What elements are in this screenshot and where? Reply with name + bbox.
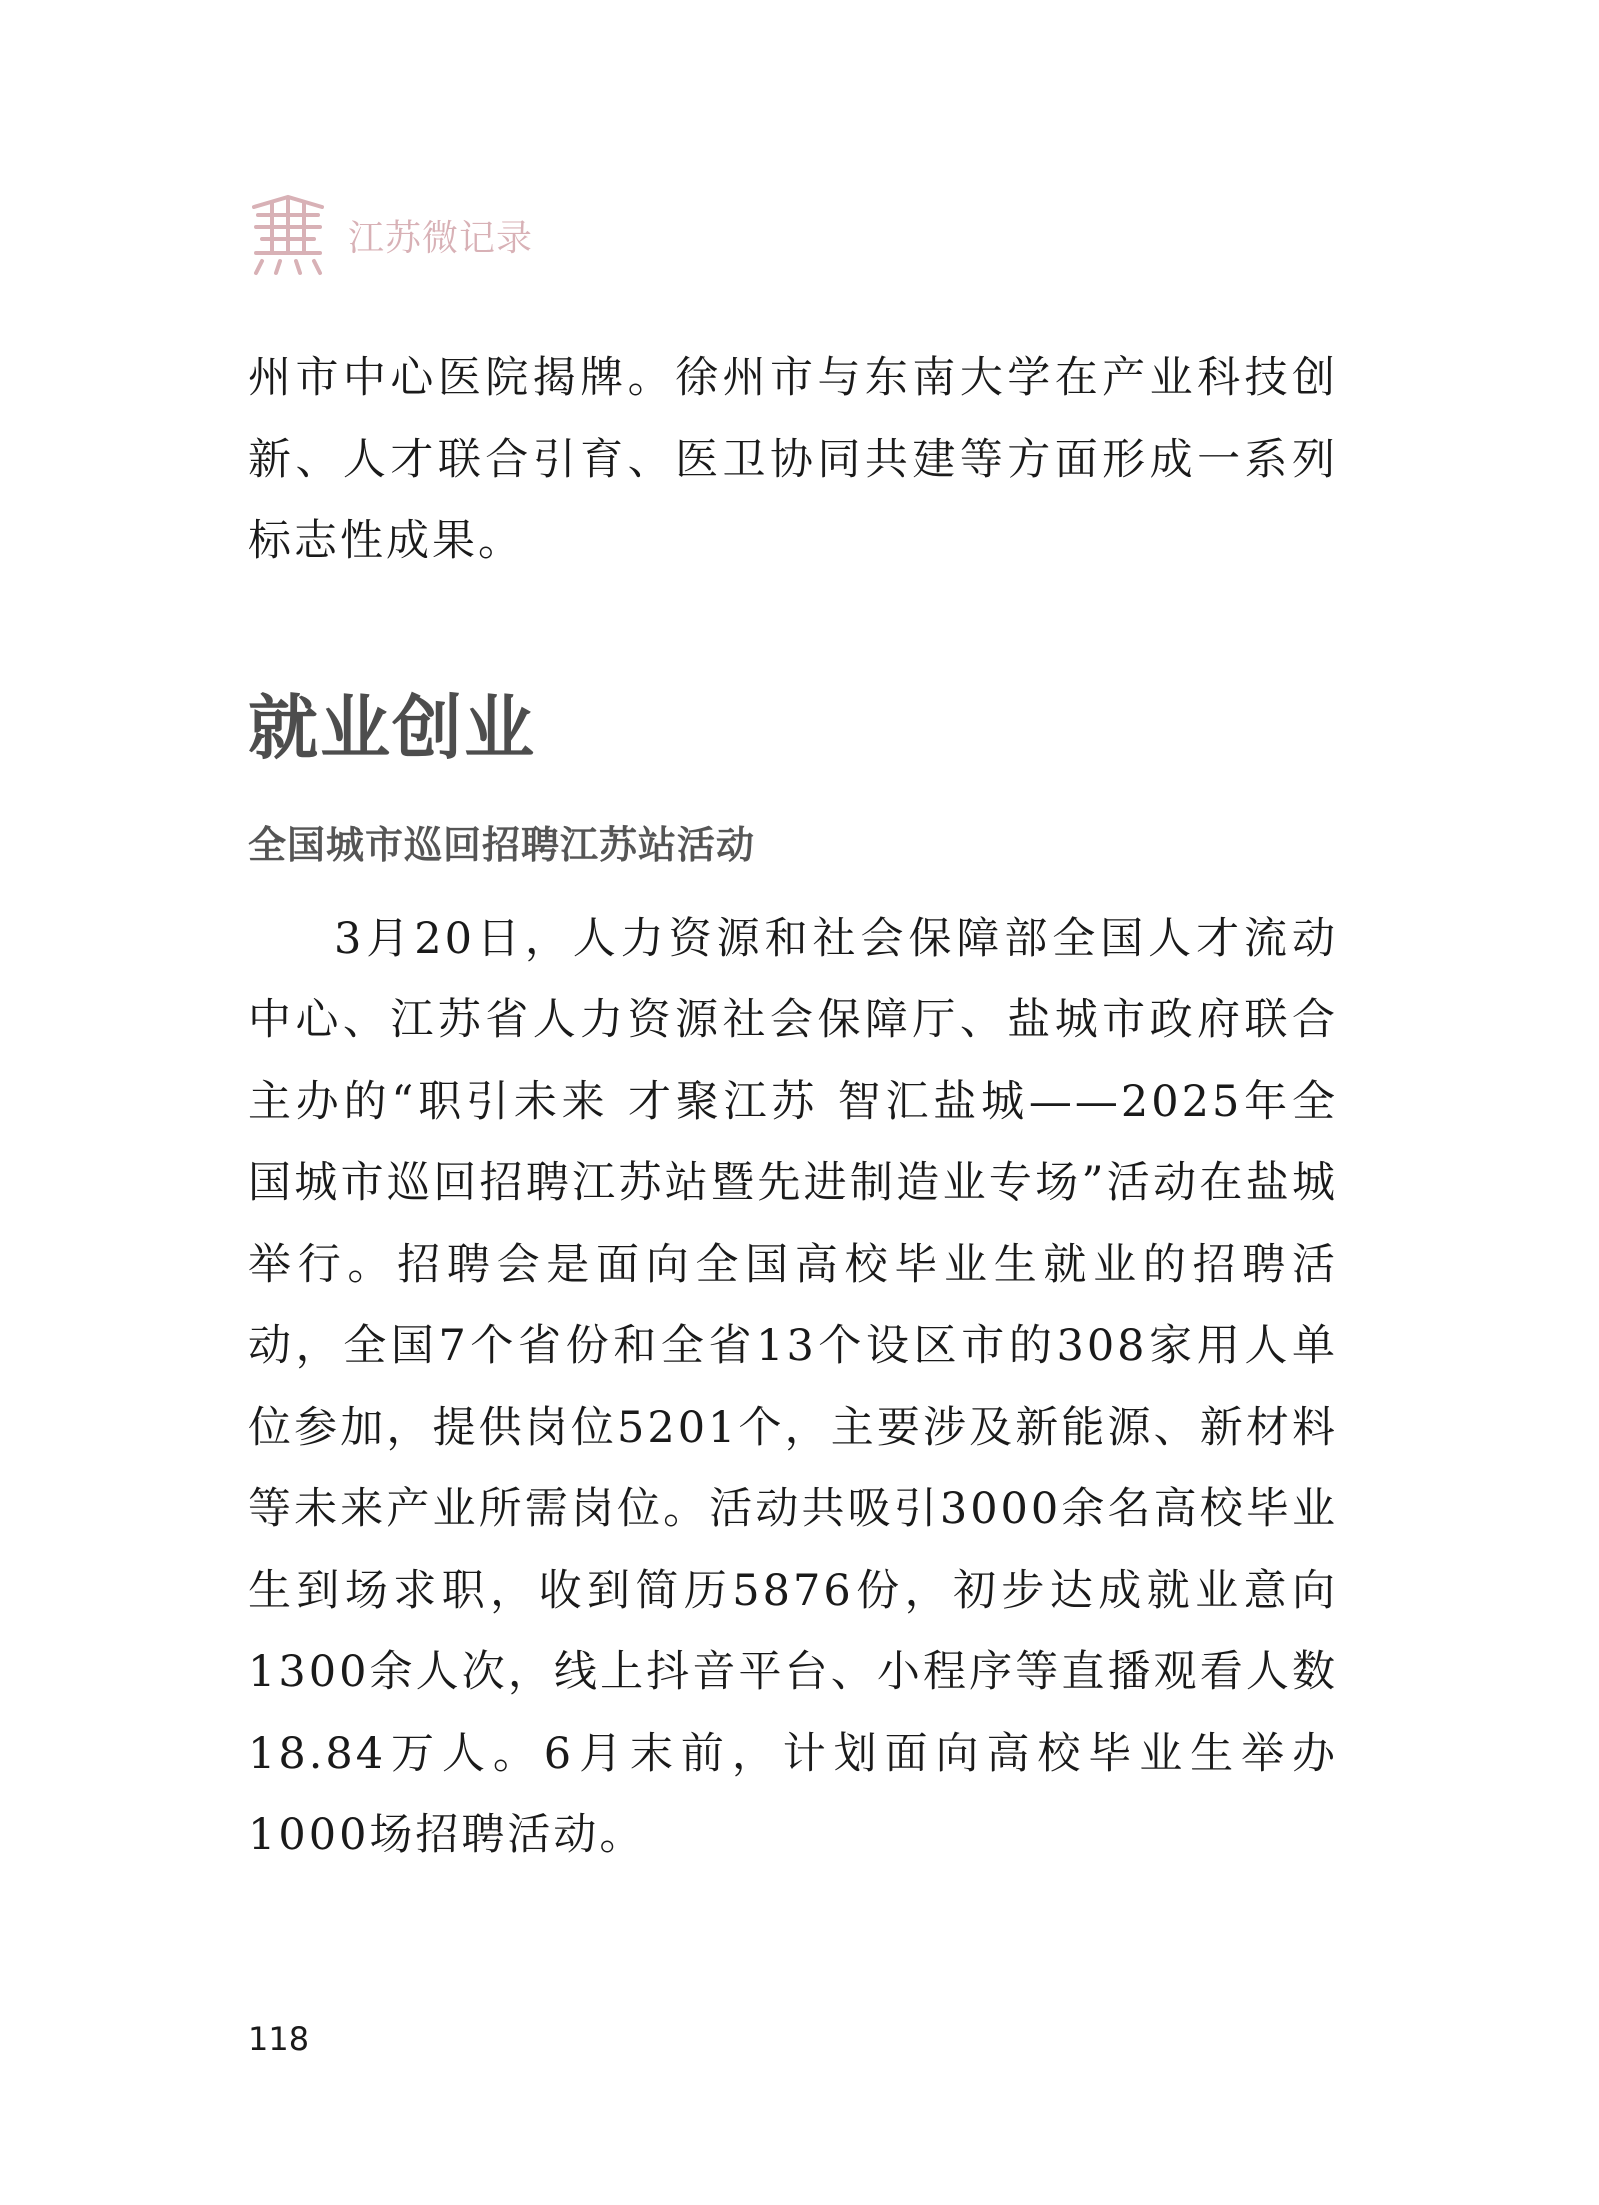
body-paragraph: 3月20日，人力资源和社会保障部全国人才流动中心、江苏省人力资源社会保障厅、盐城市政府联合主办的“职引未来 才聚江苏 智汇盐城——2025年全国城市巡回招聘江苏站暨先进制造业专场”活动在盐城举行。招聘会是面向全国高校毕业生就业的招聘活动，全国7个省份和全省13个设区市的308家用人单位参加，提供岗位5201个，主要涉及新能源、新材料等未来产业所需岗位。活动共吸引3000余名高校毕业生到场求职，收到简历5876份，初步达成就业意向1300余人次，线上抖音平台、小程序等直播观看人数18.84万人。6月末前，计划面向高校毕业生举办1000场招聘活动。 bbox=[248, 913, 1338, 1860]
running-header bbox=[248, 190, 533, 280]
swallow-pattern-icon bbox=[248, 193, 328, 277]
page-number: 118 bbox=[248, 2020, 310, 2058]
subsection-title: 全国城市巡回招聘江苏站活动 bbox=[248, 821, 756, 867]
page-content bbox=[248, 338, 1338, 1877]
header-title: 江苏微记录 bbox=[348, 217, 534, 259]
continued-paragraph: 州市中心医院揭牌。徐州市与东南大学在产业科技创新、人才联合引育、医卫协同共建等方面形成一系列标志性成果。 bbox=[248, 353, 1338, 566]
section-title: 就业创业 bbox=[248, 686, 536, 769]
